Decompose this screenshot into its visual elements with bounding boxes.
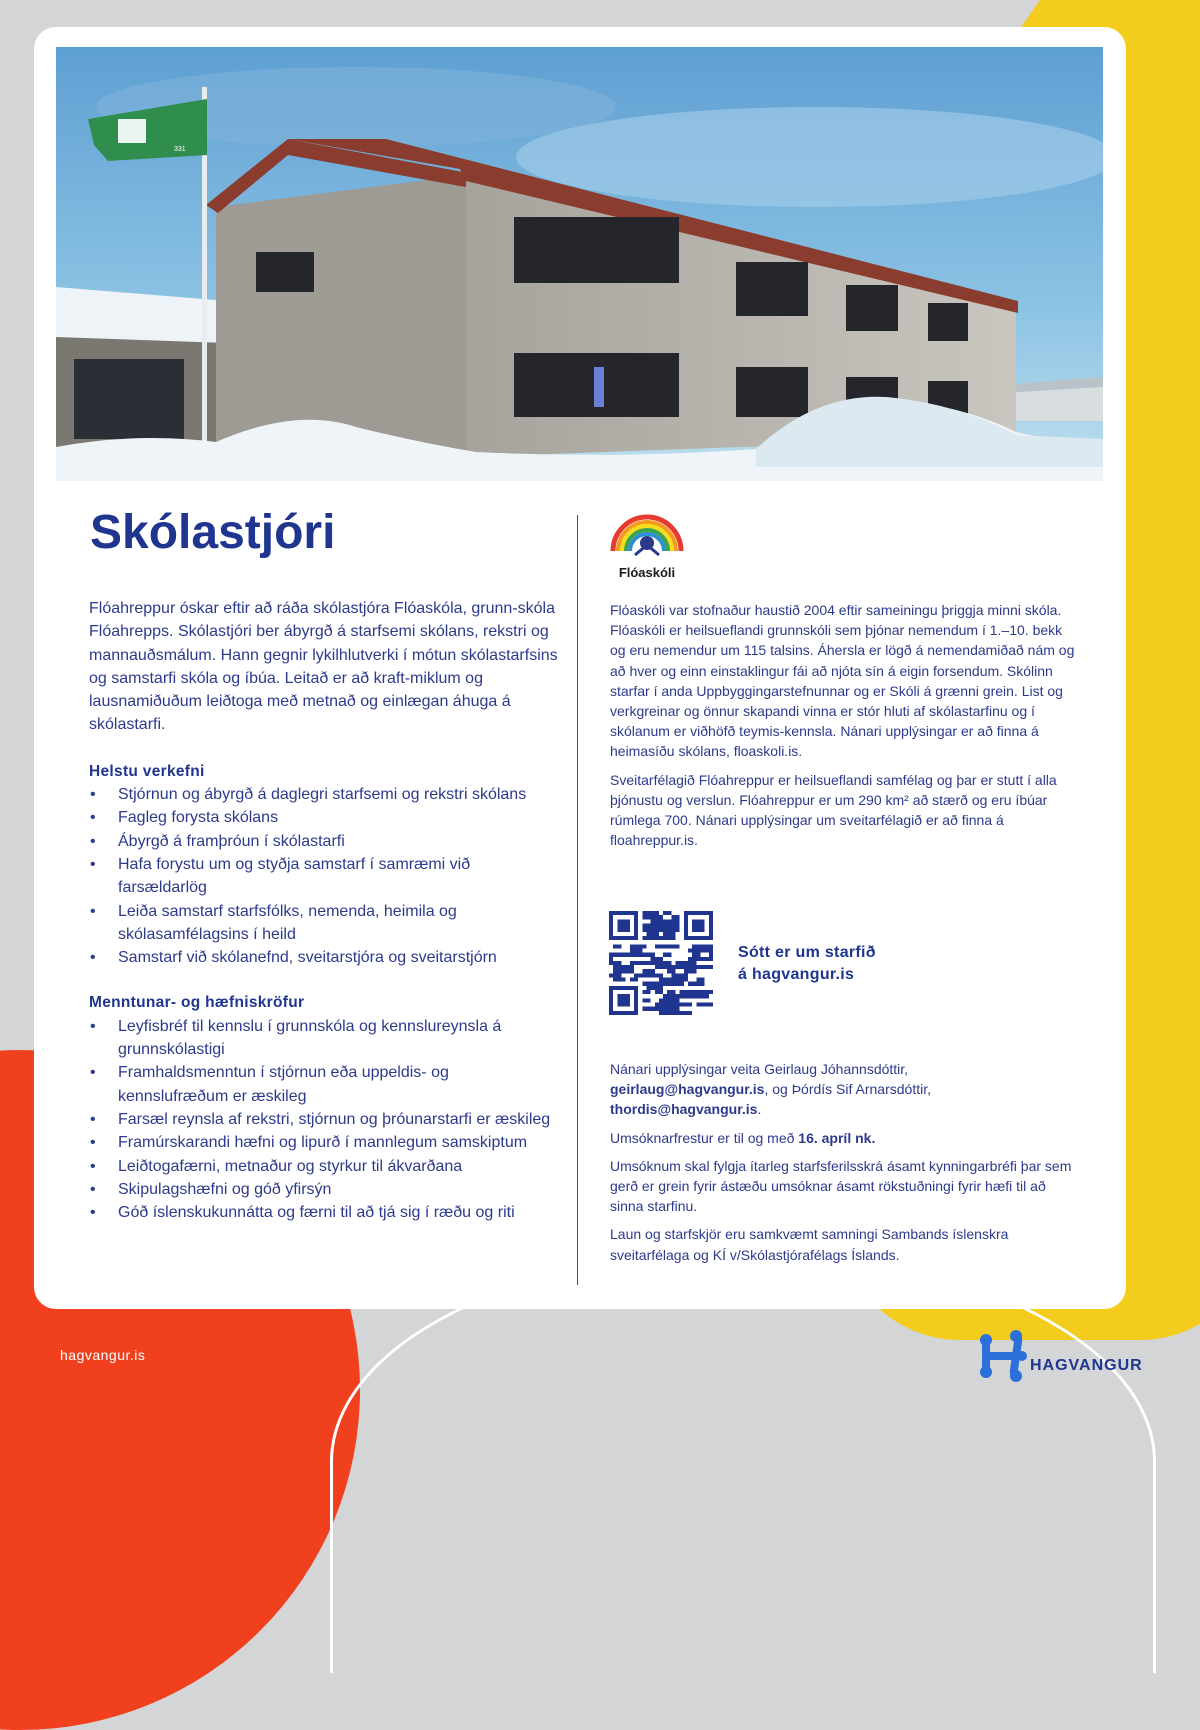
task-item: • Samstarf við skólanefnd, sveitarstjóra og sveitarstjórn — [89, 946, 559, 969]
page-title: Skólastjóri — [90, 506, 336, 559]
task-item: • Stjórnun og ábyrgð á daglegri starfsemi og rekstri skólans — [89, 783, 559, 806]
intro-paragraph: Flóahreppur óskar eftir að ráða skólastjóra Flóaskóla, grunn-skóla Flóahrepps. Skólastjóri ber ábyrgð á starfsemi skólans, rekstri og mannauðsmálum. Hann gegnir lykilhlutverki í mótun skólastarfsins og samstarfi skóla og íbúa. Leitað er að kraft-miklum og lausnamiðuðum leiðtoga með metnað og einlægan áhuga á skólastarfi. — [89, 600, 558, 734]
deadline-date: 16. apríl nk. — [798, 1129, 876, 1146]
flag-number: 331 — [174, 146, 186, 153]
task-item: • Ábyrgð á framþróun í skólastarfi — [89, 830, 559, 853]
hagvangur-wordmark: HAGVANGUR — [1030, 1357, 1143, 1374]
contact-end: . — [757, 1101, 762, 1118]
right-column — [610, 600, 1080, 858]
application-note: Umsóknum skal fylgja ítarleg starfsferilsskrá ásamt kynningarbréfi þar sem gerð er grein fyrir ástæðu umsóknar ásamt rökstuðningi fyrir hæfi til að sinna starfinu. — [610, 1157, 1072, 1215]
qr-code[interactable] — [609, 911, 713, 1015]
left-column — [89, 597, 559, 1246]
deadline-text: Umsóknarfrestur er til og með — [610, 1129, 799, 1146]
requirement-item: • Farsæl reynsla af rekstri, stjórnun og þróunarstarfi er æskileg — [89, 1108, 559, 1131]
contact-mid: , og Þórdís Sif Arnarsdóttir, — [764, 1081, 931, 1098]
requirement-item: • Framhaldsmenntun í stjórnun eða uppeldis- og kennslufræðum er æskileg — [89, 1061, 559, 1108]
about-school: Flóaskóli var stofnaður haustið 2004 eftir sameiningu þriggja minni skóla. Flóaskóli er heilsueflandi grunnskóli sem þjónar nemendum í 1.–10. bekk og eru nemendur um 115 talsins. Áhersla er lögð á nemendamiðað nám og að hver og einn einstaklingur fái að njóta sín á eigin forsendum. Skólinn starfar í anda Uppbyggingarstefnunnar og er Skóli á grænni grein. List og verkgreinar og önnur skapandi vinna er stór hluti af skólastarfinu og í skólanum er viðhöfð teymis-kennsla. Nánari upplýsingar er að finna á heimasíðu skólans, floaskoli.is. — [610, 602, 1075, 760]
requirement-item: • Góð íslenskukunnátta og færni til að tjá sig í ræðu og riti — [89, 1201, 559, 1224]
background-white-arc — [330, 1250, 1156, 1673]
salary-note: Laun og starfskjör eru samkvæmt samningi Sambands íslenskra sveitarfélaga og KÍ v/Skólastjórafélags Íslands. — [610, 1226, 1009, 1263]
hagvangur-logo — [976, 1328, 1146, 1384]
contact-email-thordis[interactable]: thordis@hagvangur.is — [610, 1101, 758, 1118]
job-ad-card — [34, 27, 1126, 1309]
task-item: • Fagleg forysta skólans — [89, 806, 559, 829]
contact-intro: Nánari upplýsingar veita Geirlaug Jóhannsdóttir, — [610, 1061, 909, 1077]
logo-text: Flóaskóli — [618, 565, 676, 580]
tasks-heading: Helstu verkefni — [89, 762, 205, 780]
apply-line-1: Sótt er um starfið — [738, 944, 876, 961]
column-divider — [577, 515, 578, 1285]
contact-paragraph — [610, 1059, 1080, 1120]
footer-site-link[interactable]: hagvangur.is — [60, 1347, 146, 1363]
task-item: • Hafa forystu um og styðja samstarf í samræmi við farsældarlög — [89, 853, 559, 900]
requirement-item: • Leyfisbréf til kennslu í grunnskóla og kennslureynsla á grunnskólastigi — [89, 1015, 559, 1062]
about-municipality: Sveitarfélagið Flóahreppur er heilsueflandi samfélag og þar er stutt í alla þjónustu og verslun. Flóahreppur er um 290 km² að stærð og eru íbúar rúmlega 700. Nánari upplýsingar um sveitarfélagið er að finna á floahreppur.is. — [610, 771, 1057, 849]
floaskoli-logo — [609, 503, 685, 583]
requirements-list — [89, 1015, 559, 1225]
requirement-item: • Skipulagshæfni og góð yfirsýn — [89, 1178, 559, 1201]
task-item: • Leiða samstarf starfsfólks, nemenda, heimila og skólasamfélagsins í heild — [89, 900, 559, 947]
requirement-item: • Leiðtogafærni, metnaður og styrkur til ákvarðana — [89, 1155, 559, 1178]
tasks-list — [89, 783, 559, 969]
contact-section — [610, 1059, 1080, 1273]
requirement-item: • Framúrskarandi hæfni og lipurð í mannlegum samskiptum — [89, 1131, 559, 1154]
deadline-paragraph — [610, 1128, 1080, 1148]
apply-info — [738, 942, 876, 986]
school-building-photo — [56, 47, 1103, 481]
requirements-heading: Menntunar- og hæfniskröfur — [89, 994, 305, 1012]
apply-link[interactable]: á hagvangur.is — [738, 966, 855, 983]
contact-email-geirlaug[interactable]: geirlaug@hagvangur.is — [610, 1081, 765, 1098]
